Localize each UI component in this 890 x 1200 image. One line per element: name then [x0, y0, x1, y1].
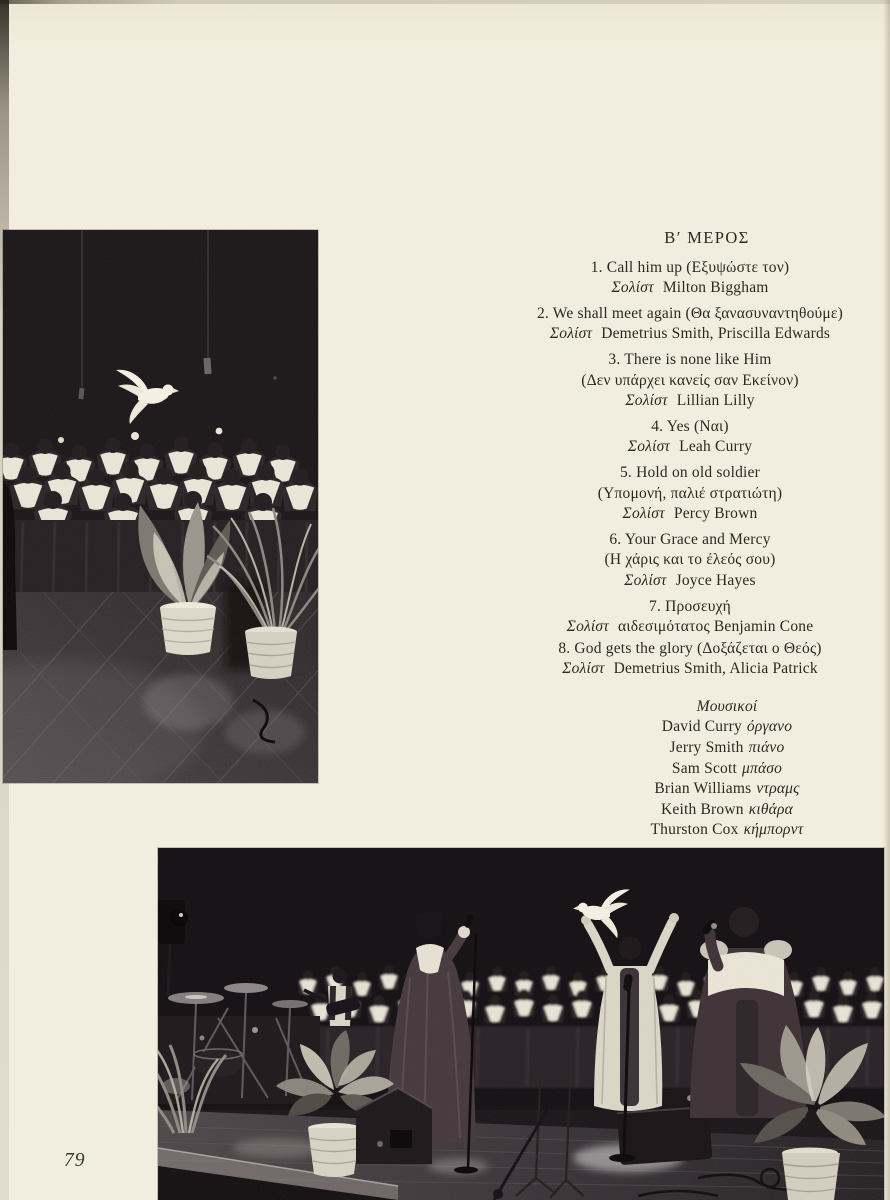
song-title: 8. God gets the glory (Δοξάζεται ο Θεός): [558, 639, 822, 657]
soloist-label: Σολίστ: [549, 325, 593, 343]
musicians-section: [489, 697, 890, 841]
program-song-item: [452, 530, 890, 592]
soloist-names: Milton Biggham: [662, 279, 769, 297]
soloist-label: Σολίστ: [625, 392, 668, 410]
musician-entry: [489, 738, 890, 759]
musician-instrument: πιάνο: [748, 739, 785, 757]
musician-entry: [489, 779, 890, 800]
musician-name: Sam Scott: [671, 759, 738, 777]
musician-entry: [489, 820, 890, 841]
song-soloist-line: [452, 324, 890, 345]
musician-name: Keith Brown: [661, 800, 744, 818]
stage-performance-art: [158, 848, 884, 1200]
song-title: 7. Προσευχή: [649, 597, 731, 615]
song-soloist-line: [452, 571, 890, 592]
film-grain: [158, 848, 884, 1200]
program-song-item: [452, 417, 890, 458]
soloist-label: Σολίστ: [566, 618, 610, 636]
program-song-item: [452, 597, 890, 638]
musician-instrument: ντραμς: [756, 780, 800, 798]
song-soloist-line: [452, 278, 890, 299]
musician-entry: [489, 800, 890, 821]
program-song-item: [452, 304, 890, 345]
musician-name: Brian Williams: [654, 780, 752, 798]
program-title: Β′ ΜΕΡΟΣ: [664, 228, 750, 247]
soloist-label: Σολίστ: [627, 438, 671, 456]
song-greek-translation: (Η χάρις και το έλεός σου): [604, 551, 776, 569]
song-soloist-line: [452, 659, 890, 680]
soloist-names: Joyce Hayes: [675, 571, 756, 589]
song-greek-translation: (Δεν υπάρχει κανείς σαν Εκείνον): [581, 371, 799, 389]
program-song-list: [452, 258, 890, 680]
musician-entry: [489, 717, 890, 738]
soloist-label: Σολίστ: [622, 505, 665, 523]
musician-instrument: μπάσο: [742, 759, 783, 777]
program-song-item: [452, 639, 890, 680]
song-soloist-line: [452, 617, 890, 638]
soloist-names: Lillian Lilly: [676, 392, 755, 410]
musician-instrument: όργανο: [746, 718, 793, 736]
song-soloist-line: [452, 437, 890, 458]
musician-name: Thurston Cox: [650, 821, 739, 839]
program-song-item: [452, 463, 890, 525]
program-song-item: [452, 350, 890, 412]
page-top-edge: [0, 0, 890, 4]
song-title: 3. There is none like Him: [608, 350, 772, 368]
song-title: 4. Yes (Ναι): [651, 417, 729, 435]
soloist-label: Σολίστ: [624, 571, 667, 589]
musician-instrument: κήμπορντ: [743, 821, 804, 839]
musician-entry: [489, 759, 890, 780]
song-title: 5. Hold on old soldier: [619, 463, 761, 481]
soloist-names: Demetrius Smith, Priscilla Edwards: [601, 325, 831, 343]
soloist-names: Percy Brown: [673, 505, 758, 523]
soloist-label: Σολίστ: [611, 279, 654, 297]
song-greek-translation: (Υπομονή, παλιέ στρατιώτη): [597, 484, 783, 502]
song-title: 2. We shall meet again (Θα ξανασυναντηθούμε): [536, 304, 844, 322]
film-grain: [3, 230, 318, 783]
soloist-names: αιδεσιμότατος Benjamin Cone: [618, 618, 814, 636]
musician-name: Jerry Smith: [669, 739, 744, 757]
soloist-names: Demetrius Smith, Alicia Patrick: [613, 660, 818, 678]
choir-dove-photo: [3, 230, 318, 783]
soloist-names: Leah Curry: [679, 438, 753, 456]
song-title: 6. Your Grace and Mercy: [609, 530, 771, 548]
stage-performance-photo: [158, 848, 884, 1200]
song-soloist-line: [452, 504, 890, 525]
choir-dove-photo-art: [3, 230, 318, 783]
soloist-label: Σολίστ: [562, 660, 605, 678]
musicians-heading: Μουσικοί: [696, 697, 758, 715]
concert-program: [452, 228, 890, 841]
song-title: 1. Call him up (Εξυψώστε τον): [590, 258, 790, 276]
page-number: 79: [64, 1150, 86, 1171]
musician-name: David Curry: [661, 718, 742, 736]
song-soloist-line: [452, 391, 890, 412]
program-song-item: [452, 258, 890, 299]
musician-instrument: κιθάρα: [748, 800, 793, 818]
